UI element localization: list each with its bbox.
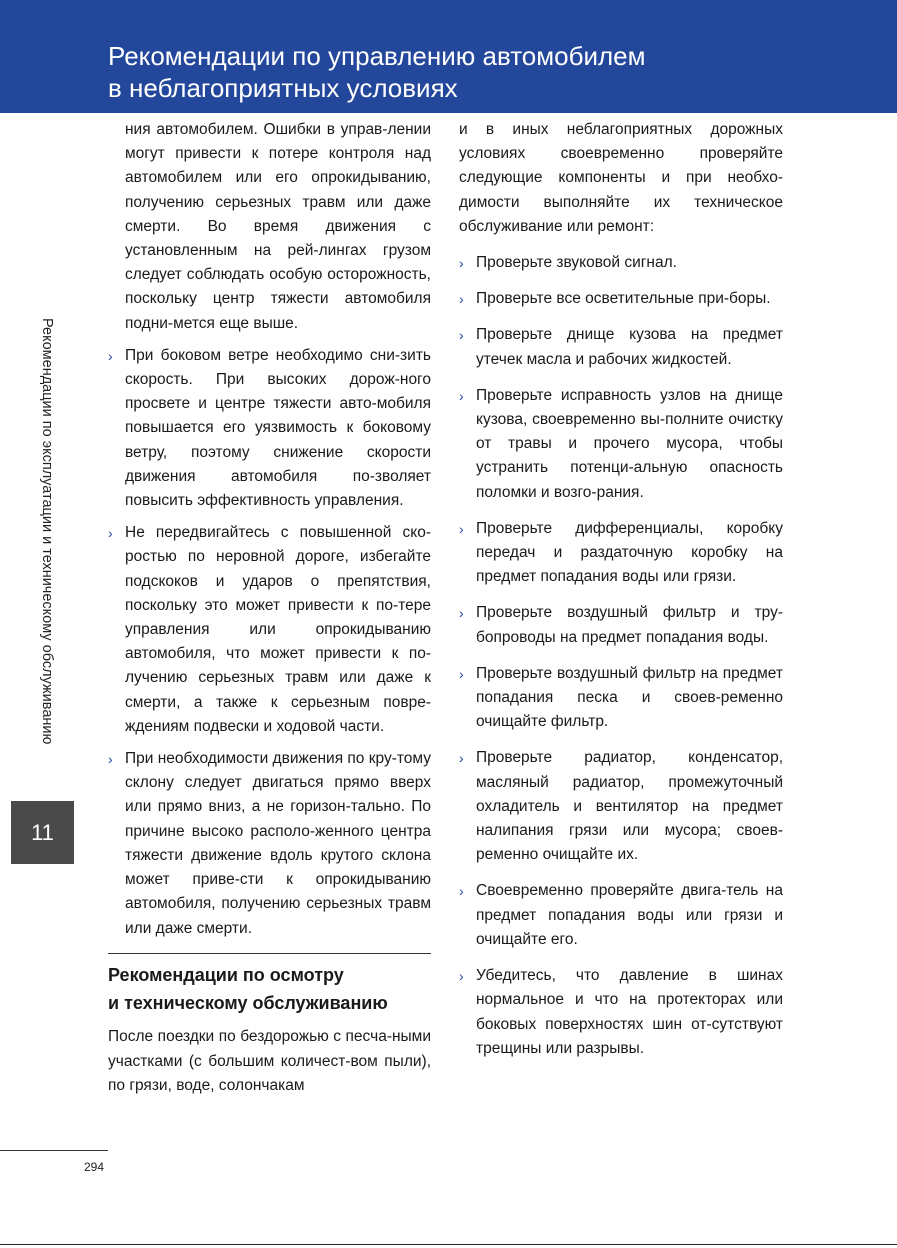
chevron-right-icon: ›	[459, 968, 464, 985]
left-continuation-text: ния автомобилем. Ошибки в управ-лении могут привести к потере контроля над автомобилем или его опрокидыванию, получению серьезных травм или даже смерти. Во время движения с установленным на рей-лингах грузом следует соблюдать особую осторожность, поскольку центр тяжести автомобиля подни-мется еще выше.	[125, 121, 431, 332]
right-bullet-item	[459, 287, 783, 311]
right-bullet-text: Проверьте звуковой сигнал.	[476, 254, 677, 272]
right-bullet-text: Проверьте исправность узлов на днище кузова, своевременно вы-полните очистку от травы и прочего мусора, чтобы устранить потенци-альную опасность поломки и возго-рания.	[476, 386, 783, 501]
chevron-right-icon: ›	[459, 605, 464, 622]
maintenance-intro-text: После поездки по бездорожью с песча-ными участками (с большим количест-вом пыли), по грязи, воде, солончакам	[108, 1028, 431, 1094]
right-bullet-text: Проверьте все осветительные при-боры.	[476, 290, 771, 308]
right-bullet-text: Проверьте дифференциалы, коробку передач и раздаточную коробку на предмет попадания воды или грязи.	[476, 519, 783, 586]
left-bullet-text: При необходимости движения по кру-тому склону следует двигаться прямо вверх или прямо вниз, а не горизон-тально. По причине высоко располо-женного центра тяжести движение вдоль крутого склона может приве-сти к опрокидыванию автомобиля, получению серьезных травм или даже смерти.	[125, 750, 431, 937]
left-bullet-text: При боковом ветре необходимо сни-зить скорость. При высоких дорож-ного просвете и центре тяжести авто-мобиля повышается его уязвимость к боковому ветру, поэтому снижение скорости движения автомобиля по-зволяет повысить эффективность управления.	[125, 346, 431, 510]
right-bullet-text: Проверьте воздушный фильтр на предмет попадания песка и своев-ременно очищайте фильтр.	[476, 664, 783, 731]
page-title-line-1: Рекомендации по управлению автомобилем	[108, 41, 646, 71]
right-bullet-text: Убедитесь, что давление в шинах нормальное и что на протекторах или боковых поверхностях шин от-сутствуют трещины или разрывы.	[476, 967, 783, 1057]
right-bullet-item	[459, 384, 783, 505]
left-bullet-item	[108, 747, 431, 941]
right-bullet-item	[459, 251, 783, 275]
subheading-line-1: Рекомендации по осмотру	[108, 965, 344, 986]
right-bullet-text: Проверьте днище кузова на предмет утечек масла и рабочих жидкостей.	[476, 326, 783, 368]
section-side-label: Рекомендации по эксплуатации и техническому обслуживанию	[39, 318, 55, 745]
right-bullet-text: Проверьте радиатор, конденсатор, масляный радиатор, промежуточный охладитель и вентилятор на предмет налипания грязи или мусора; своев-ременно очищайте их.	[476, 749, 783, 864]
chevron-right-icon: ›	[108, 525, 113, 542]
page-title-line-2: в неблагоприятных условиях	[108, 73, 458, 103]
right-column	[459, 118, 783, 1061]
subheading-line-2: и техническому обслуживанию	[108, 993, 388, 1014]
chevron-right-icon: ›	[459, 750, 464, 767]
right-bullet-text: Проверьте воздушный фильтр и тру-бопроводы на предмет попадания воды.	[476, 604, 783, 646]
left-bullet-item	[108, 344, 431, 513]
right-bullet-text: Своевременно проверяйте двига-тель на предмет попадания воды или грязи и очищайте его.	[476, 882, 783, 948]
section-divider	[108, 953, 431, 954]
left-bullet-text: Не передвигайтесь с повышенной ско-ростью по неровной дороге, избегайте подскоков и ударов о препятствия, поскольку это может привести к по-тере управления или опрокидыванию автомобиля, что может привести к по-лучению серьезных травм или даже к смерти, а также к серьезным повре-ждениям подвески и ходовой части.	[125, 524, 431, 735]
right-bullet-item	[459, 323, 783, 371]
page-title	[108, 40, 868, 104]
right-bullet-item	[459, 746, 783, 867]
chevron-right-icon: ›	[459, 255, 464, 272]
bottom-rule	[0, 1244, 897, 1245]
chevron-right-icon: ›	[459, 327, 464, 344]
left-bullet-item	[108, 521, 431, 739]
right-bullet-item	[459, 517, 783, 590]
chevron-right-icon: ›	[459, 665, 464, 682]
chevron-right-icon: ›	[108, 347, 113, 364]
page-header	[0, 0, 897, 113]
right-bullet-item	[459, 662, 783, 735]
chevron-right-icon: ›	[459, 883, 464, 900]
left-column	[108, 118, 431, 1098]
chevron-right-icon: ›	[459, 291, 464, 308]
right-bullet-item	[459, 879, 783, 952]
right-bullet-item	[459, 601, 783, 649]
chevron-right-icon: ›	[108, 751, 113, 768]
footer-rule	[0, 1150, 108, 1151]
right-intro-text: и в иных неблагоприятных дорожных условиях своевременно проверяйте следующие компоненты и при необхо-димости выполняйте их техническое обслуживание или ремонт:	[459, 121, 783, 235]
page-number: 294	[84, 1160, 105, 1174]
chevron-right-icon: ›	[459, 387, 464, 404]
section-subheading	[108, 961, 431, 1017]
chapter-number-tab: 11	[11, 801, 74, 864]
chevron-right-icon: ›	[459, 520, 464, 537]
right-bullet-item	[459, 964, 783, 1061]
